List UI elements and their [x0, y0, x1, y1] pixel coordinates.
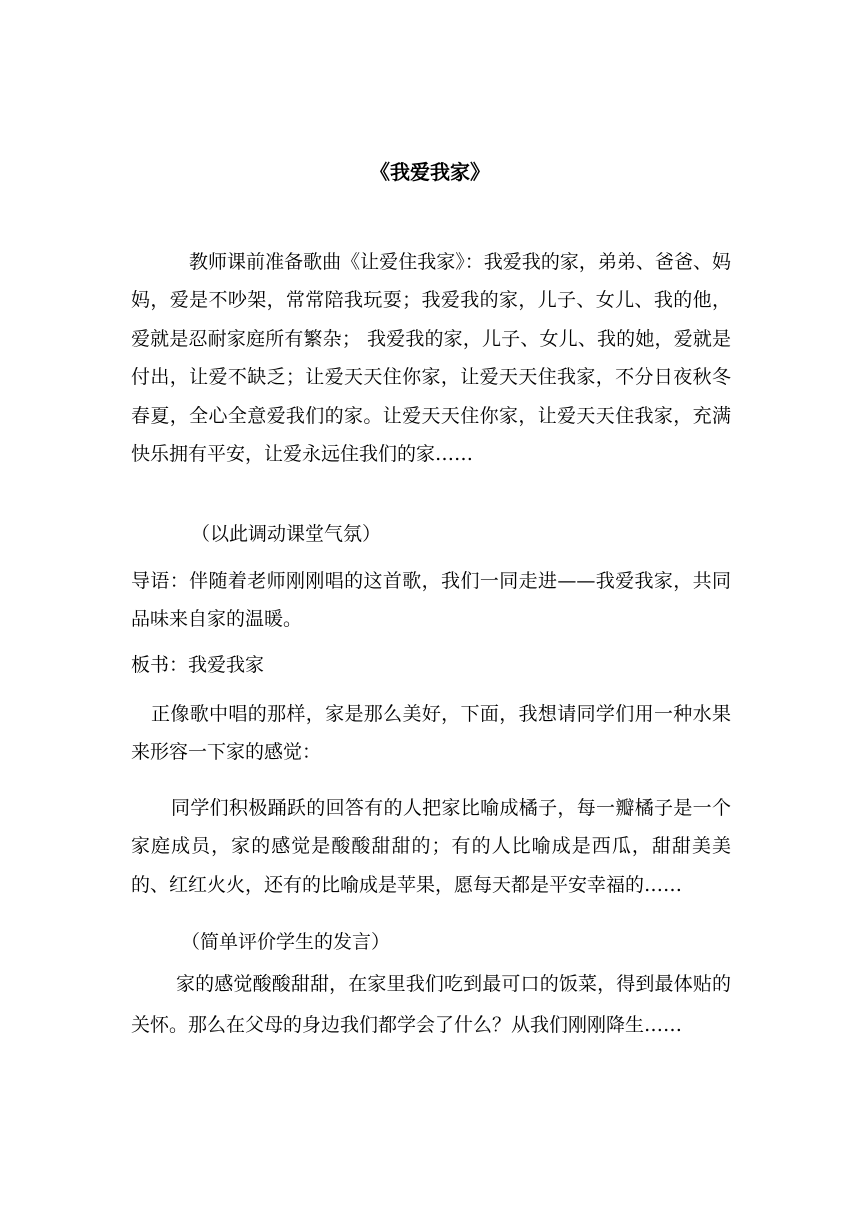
paragraph-note-evaluation: （简单评价学生的发言） — [181, 931, 391, 953]
paragraph-note-atmosphere: （以此调动课堂气氛） — [191, 523, 382, 545]
paragraph-introduction: 导语：伴随着老师刚刚唱的这首歌，我们一同走进——我爱我家，共同品味来自家的温暖。 — [131, 570, 731, 631]
paragraph-family-feeling: 家的感觉酸酸甜甜，在家里我们吃到最可口的饭菜，得到最体贴的关怀。那么在父母的身边我们都学会了什么？从我们刚刚降生…… — [131, 973, 731, 1036]
paragraph-student-answers: 同学们积极踊跃的回答有的人把家比喻成橘子，每一瓣橘子是一个家庭成员，家的感觉是酸酸甜甜的；有的人比喻成是西瓜，甜甜美美的、红红火火，还有的比喻成是苹果，愿每天都是平安幸福的…… — [131, 797, 731, 896]
paragraph-fruit-question: 正像歌中唱的那样，家是那么美好，下面，我想请同学们用一种水果来形容一下家的感觉： — [131, 703, 731, 764]
paragraph-song-lyrics: 教师课前准备歌曲《让爱住我家》：我爱我的家，弟弟、爸爸、妈妈，爱是不吵架，常常陪我玩耍；我爱我的家，儿子、女儿、我的他，爱就是忍耐家庭所有繁杂； 我爱我的家，儿子、女儿、我的她，爱就是付出，让爱不缺乏；让爱天天住你家，让爱天天住我家，不分日夜秋冬春夏，全心全意爱我们的家。让爱天天住你家，让爱天天住我家，充满快乐拥有平安，让爱永远住我们的家…… — [131, 251, 731, 466]
document-title: 《我爱我家》 — [370, 160, 490, 184]
paragraph-blackboard: 板书：我爱我家 — [131, 654, 265, 676]
